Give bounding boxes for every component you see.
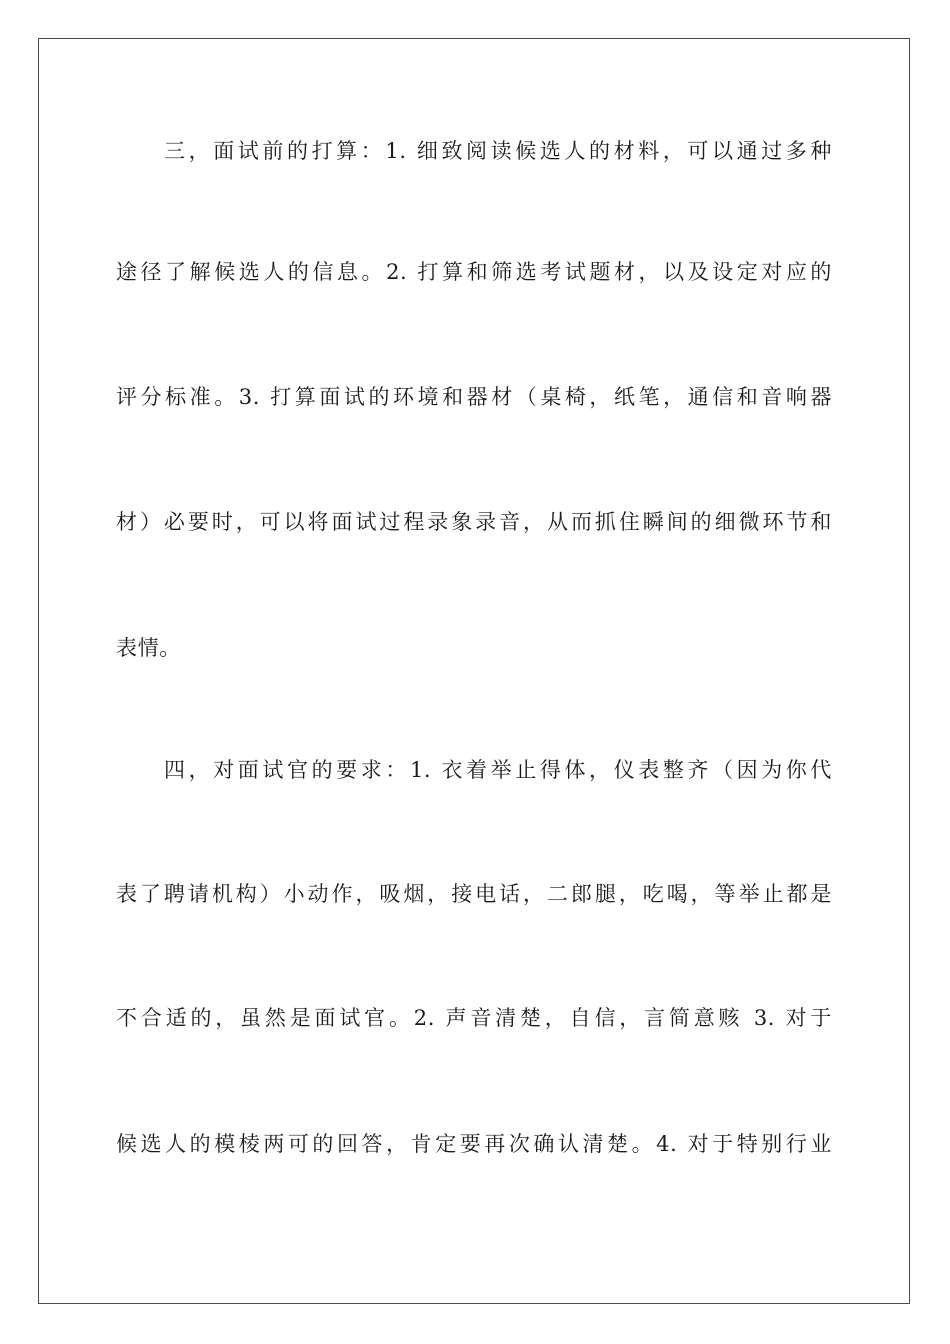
paragraph-line: 评分标准。3. 打算面试的环境和器材（桌椅，纸笔，通信和音响器 [116, 385, 832, 409]
paragraph-line: 材）必要时，可以将面试过程录象录音，从而抓住瞬间的细微环节和 [116, 510, 832, 534]
paragraph-line: 表了聘请机构）小动作，吸烟，接电话，二郎腿，吃喝，等举止都是 [116, 882, 832, 906]
paragraph-line: 表情。 [116, 636, 181, 660]
paragraph-line: 不合适的，虽然是面试官。2. 声音清楚，自信，言简意赅 3. 对于 [116, 1006, 832, 1030]
paragraph-line: 途径了解候选人的信息。2. 打算和筛选考试题材，以及设定对应的 [116, 260, 832, 284]
paragraph-line: 三，面试前的打算：1. 细致阅读候选人的材料，可以通过多种 [164, 139, 832, 163]
paragraph-line: 四，对面试官的要求：1. 衣着举止得体，仪表整齐（因为你代 [164, 758, 832, 782]
page-border [38, 38, 910, 1304]
paragraph-line: 候选人的模棱两可的回答，肯定要再次确认清楚。4. 对于特别行业 [116, 1132, 832, 1156]
